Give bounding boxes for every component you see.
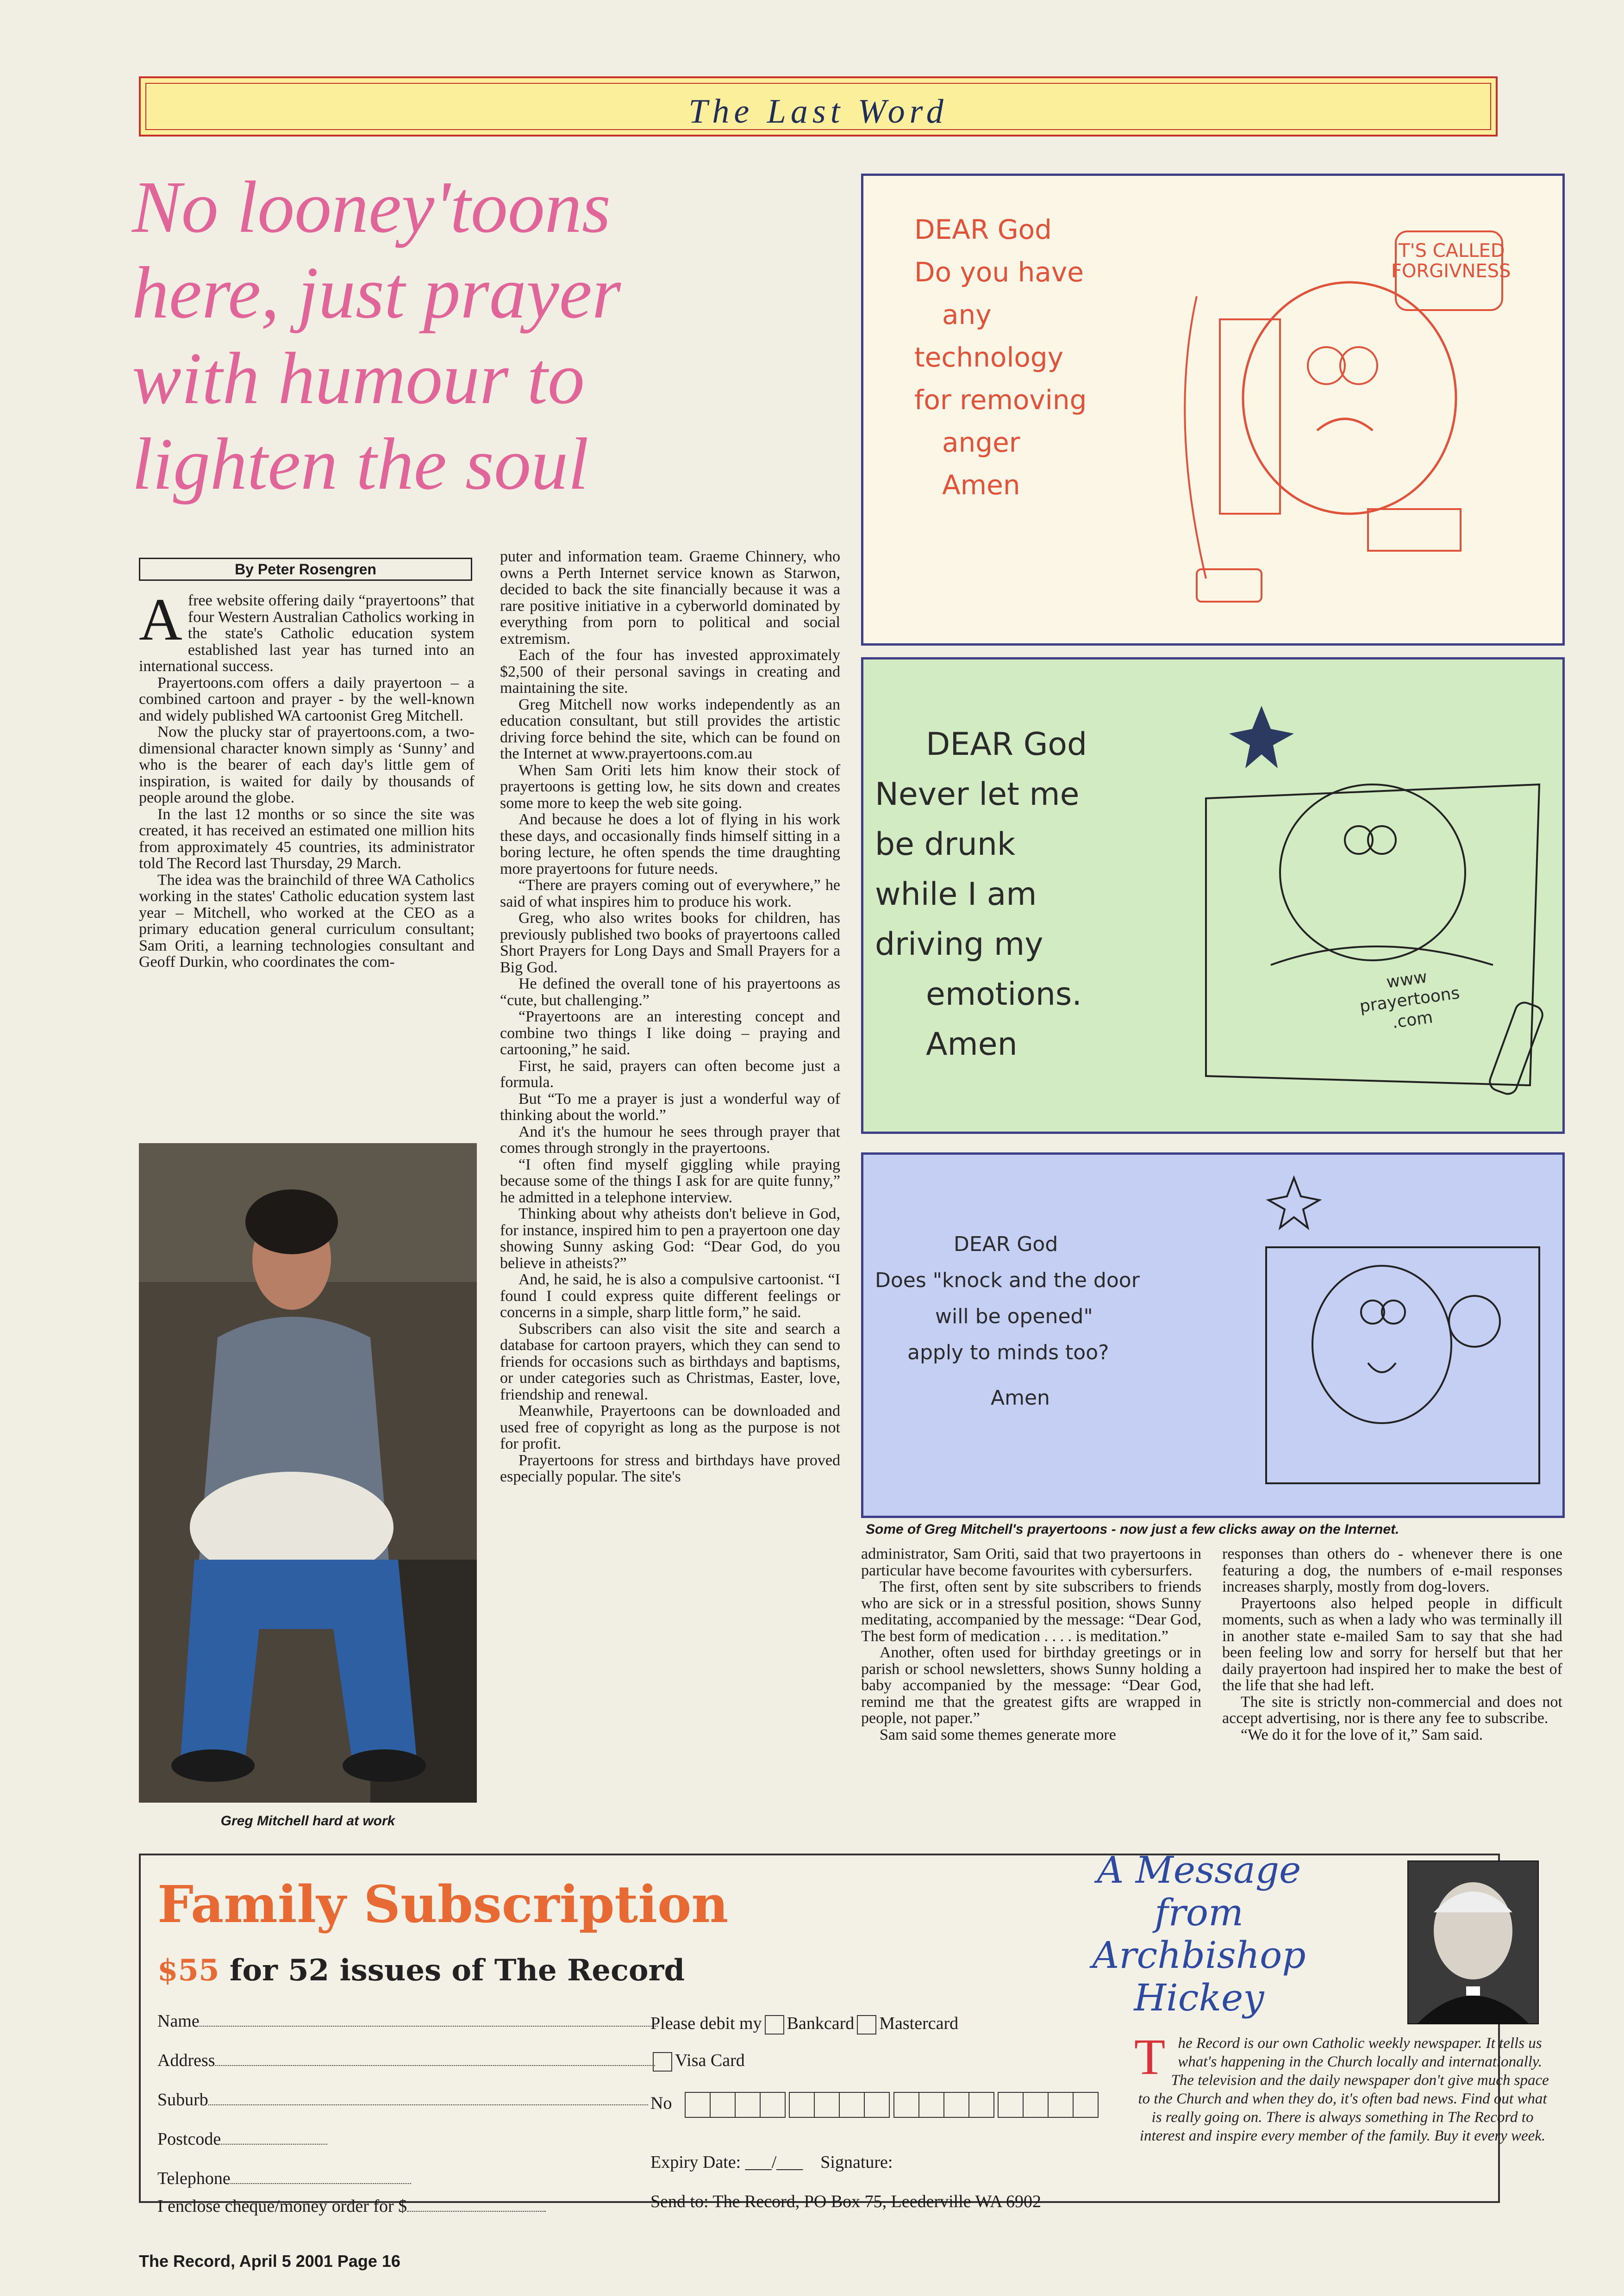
- price-amount: $55: [157, 1953, 219, 1988]
- sunny-knocking-icon: [1234, 1169, 1558, 1511]
- paragraph: Greg, who also writes books for children, has previously published two books of prayertoons called Short Prayers for Long Days and Small Prayers for a Big God.: [500, 909, 840, 976]
- archbishop-portrait: [1408, 1861, 1538, 2023]
- bankcard-label: Bankcard: [787, 2014, 855, 2033]
- message-text: The Record is our own Catholic weekly newspaper. It tells us what's happening in the Church locally and internationally. The television and the daily newspaper don't give much space to the Church and when they do, it's often bad news. Find out what is really going on. There is always something in The Record to interest and inspire every member of the family. Buy it every week.: [1134, 2028, 1549, 2144]
- archbishop-photo: [1407, 1860, 1539, 2024]
- postcode-field[interactable]: Postcode: [157, 2129, 327, 2149]
- paragraph: And it's the humour he sees through prayer that comes through strongly in the prayertoons.: [500, 1123, 840, 1157]
- paragraph: Another, often used for birthday greetings or in parish or school newsletters, shows Sunny holding a baby accompanied by the message: “Dear God, remind me that the greatest gifts are wrapped in people, not paper.”: [861, 1644, 1201, 1727]
- paragraph: Each of the four has invested approximately $2,500 of their personal savings in creating and maintaining the site.: [500, 647, 840, 697]
- paragraph: Sam said some themes generate more: [880, 1726, 1116, 1743]
- mastercard-label: Mastercard: [879, 2014, 959, 2033]
- paragraph: “There are prayers coming out of everywhere,” he said of what inspires him to produce his work.: [500, 877, 840, 910]
- section-title: The Last Word: [688, 93, 948, 131]
- paragraph: Meanwhile, Prayertoons can be downloaded and used free of copyright as long as the purpose is not for profit.: [500, 1402, 840, 1452]
- site-address: www prayertoons .com: [1358, 967, 1461, 1033]
- bankcard-checkbox[interactable]: [765, 2015, 784, 2035]
- paragraph: And, he said, he is also a compulsive cartoonist. “I found I could express quite different feelings or concerns in a simple, sharp little form,” he said.: [500, 1271, 840, 1321]
- send-to-address: Send to: The Record, PO Box 75, Leederville WA 6902: [650, 2192, 1041, 2211]
- paragraph: Afree website offering daily “prayertoons” that four Western Australian Catholics working in the state's Catholic education system established last year has turned into an international success.: [139, 586, 475, 675]
- article-column-4: [1222, 1546, 1562, 1743]
- card-number-boxes[interactable]: [686, 2094, 1099, 2113]
- drop-cap: A: [139, 586, 182, 653]
- expiry-label: Expiry Date:: [650, 2153, 741, 2172]
- suburb-field[interactable]: Suburb: [157, 2090, 648, 2110]
- paragraph: The site is strictly non-commercial and does not accept advertising, nor is there any fee to subscribe.: [1222, 1693, 1562, 1727]
- page-footer: The Record, April 5 2001 Page 16: [139, 2252, 400, 2271]
- headline: No looney'toons here, just prayer with humour to lighten the soul: [132, 166, 621, 505]
- subscription-title: Family Subscription: [157, 1874, 729, 1934]
- paragraph: The first, often sent by site subscribers to friends who are sick or in a stressful position, shows Sunny meditating, accompanied by the message: “Dear God, The best form of medication . . . . is meditation.”: [861, 1578, 1201, 1645]
- price-text: for 52 issues of The Record: [229, 1953, 685, 1988]
- prayertoon-text: DEAR God Never let me be drunk while I am driving my emotions. Amen: [875, 726, 1087, 1063]
- paragraph: Prayertoons also helped people in difficult moments, such as when a lady who was terminally ill in another state e-mailed Sam to say that she had been feeling low and sorry for herself but that her daily prayertoon had inspired her to make the best of the life that she had left.: [1222, 1594, 1562, 1694]
- expiry-signature-row: [650, 2152, 893, 2172]
- paragraph: The idea was the brainchild of three WA Catholics working in the states' Catholic education system last year – Mitchell, who worked at the CEO as a primary education general curriculum consultant; Sam Oriti, a learning technologies consultant and Geoff Durkin, who coordinates the com-: [139, 871, 475, 971]
- paragraph: Thinking about why atheists don't believe in God, for instance, inspired him to pen a prayertoon one day showing Sunny asking God: “Dear God, do you believe in atheists?”: [500, 1205, 840, 1272]
- paragraph: puter and information team. Graeme Chinnery, who owns a Perth Internet service known as Starwon, decided to back the site financially because it was a rare positive initiative in a cyberworld dominated by everything from porn to political and social extremism.: [500, 548, 840, 647]
- prayertoon-knock: [861, 1152, 1565, 1518]
- byline: By Peter Rosengren: [139, 558, 472, 581]
- photo-caption: Greg Mitchell hard at work: [220, 1813, 395, 1829]
- expiry-input[interactable]: ___/___: [745, 2153, 803, 2172]
- sunny-bottle-icon: [1178, 669, 1562, 1127]
- article-column-1: [139, 586, 475, 971]
- message-title: A Message from Archbishop Hickey: [1092, 1848, 1306, 2019]
- paragraph: “Prayertoons are an interesting concept and combine two things I like doing – praying and cartooning,” he said.: [500, 1008, 840, 1058]
- paragraph: “I often find myself giggling while praying because some of the things I ask for are quite funny,” he admitted in a telephone interview.: [500, 1156, 840, 1206]
- prayertoon-anger: [861, 174, 1565, 646]
- name-field[interactable]: Name: [157, 2011, 658, 2031]
- signature-label: Signature:: [820, 2153, 893, 2172]
- payment-options: [650, 2013, 958, 2035]
- paragraph: Prayertoons for stress and birthdays have proved especially popular. The site's: [500, 1451, 840, 1485]
- card-number-label: No: [650, 2093, 672, 2113]
- paragraph: Subscribers can also visit the site and search a database for cartoon prayers, which they can send to friends for occasions such as birthdays and baptisms, or under categories such as Christmas, Easter, love, friendship and renewal.: [500, 1320, 840, 1403]
- paragraph: First, he said, prayers can often become just a formula.: [500, 1057, 840, 1091]
- section-banner-frame: [145, 83, 1491, 130]
- cartoon-caption: Some of Greg Mitchell's prayertoons - now just a few clicks away on the Internet.: [866, 1522, 1399, 1537]
- paragraph: And because he does a lot of flying in his work these days, and occasionally finds himself sitting in a boring lecture, he often spends the time draughting more prayertoons for future needs.: [500, 811, 840, 877]
- prayertoon-text: DEAR God Do you have any technology for removing anger Amen: [914, 214, 1087, 501]
- paragraph: He defined the overall tone of his prayertoons as “cute, but challenging.”: [500, 975, 840, 1009]
- paragraph: But “To me a prayer is just a wonderful way of thinking about the world.”: [500, 1090, 840, 1124]
- address-field[interactable]: Address: [157, 2050, 655, 2071]
- paragraph: “We do it for the love of it,” Sam said.: [1241, 1726, 1483, 1743]
- message-drop-cap: T: [1134, 2028, 1166, 2085]
- article-column-2: [500, 548, 840, 1485]
- prayertoon-text: DEAR God Does "knock and the door will be opened" apply to minds too? Amen: [875, 1232, 1140, 1410]
- debit-label: Please debit my: [650, 2014, 762, 2033]
- telephone-field[interactable]: Telephone: [157, 2168, 411, 2189]
- paragraph: administrator, Sam Oriti, said that two prayertoons in particular have become favourites with cybersurfers.: [861, 1545, 1201, 1579]
- paragraph: In the last 12 months or so since the site was created, it has received an estimated one million hits from approximately 45 countries, its administrator told The Record last Thursday, 29 March.: [139, 805, 475, 872]
- paragraph: Prayertoons.com offers a daily prayertoon – a combined cartoon and prayer - by the well-known and widely published WA cartoonist Greg Mitchell.: [139, 674, 475, 724]
- card-number-field[interactable]: [650, 2092, 1099, 2118]
- cheque-field[interactable]: I enclose cheque/money order for $: [157, 2196, 546, 2216]
- section-banner: [139, 76, 1498, 137]
- visa-checkbox[interactable]: [653, 2052, 672, 2072]
- visa-label: Visa Card: [675, 2051, 745, 2070]
- prayertoon-drunk: [861, 657, 1565, 1134]
- photo-illustration: [139, 1143, 477, 1803]
- paragraph: responses than others do - whenever there is one featuring a dog, the numbers of e-mail responses increases sharply, mostly from dog-lovers.: [1222, 1545, 1562, 1595]
- visa-option: [653, 2050, 745, 2072]
- paragraph: Now the plucky star of prayertoons.com, a two-dimensional character known simply as ‘Sunny’ and who is the bearer of each day's little gem of inspiration, is waited for daily by thousands of people around the globe.: [139, 723, 475, 806]
- paragraph: Greg Mitchell now works independently as an education consultant, but still provides the artistic driving force behind the site, which can be found on the Internet at www.prayertoons.com.au: [500, 696, 840, 762]
- speech-bubble: IT'S CALLED FORGIVNESS: [1391, 240, 1511, 282]
- article-column-3: [861, 1546, 1201, 1743]
- paragraph: When Sam Oriti lets him know their stock of prayertoons is getting low, he sits down and creates some more to keep the web site going.: [500, 761, 840, 812]
- subscription-price: [157, 1953, 685, 1988]
- mastercard-checkbox[interactable]: [857, 2015, 876, 2035]
- photo-greg-mitchell: [139, 1143, 477, 1803]
